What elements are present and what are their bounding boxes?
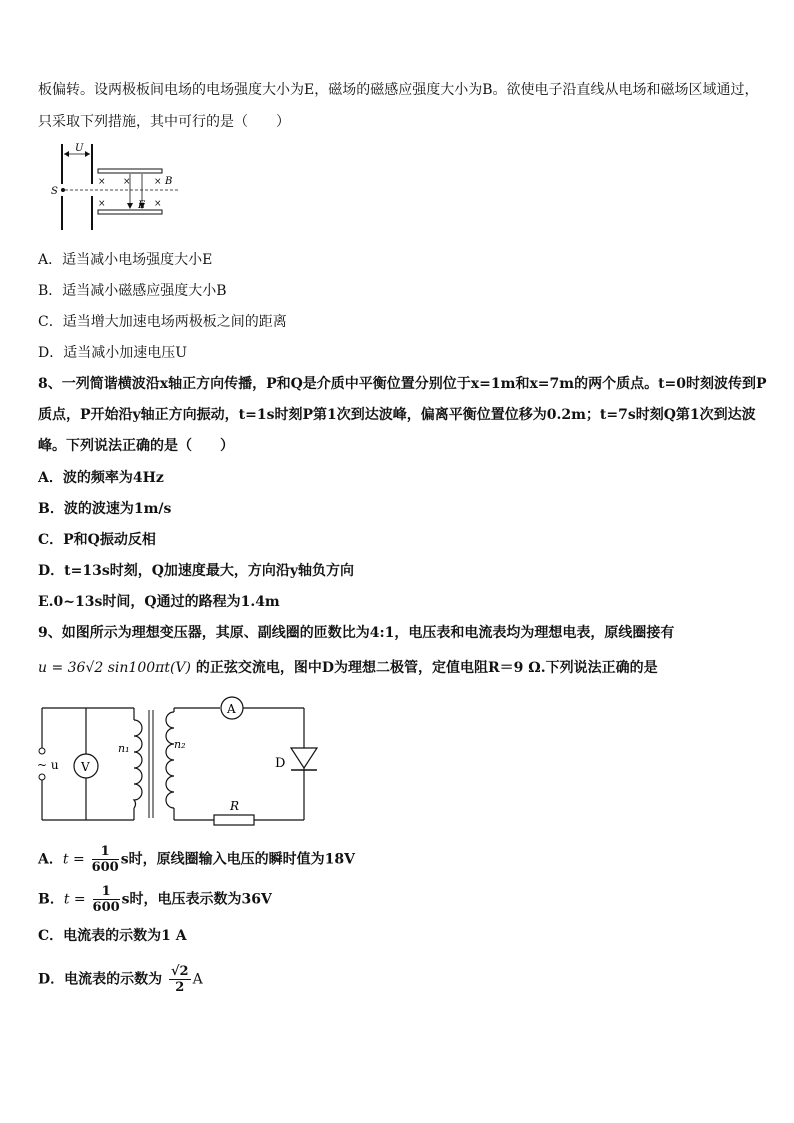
voltmeter-label: V [81,760,90,774]
q9-option-d: D．电流表的示数为 $\frac{√2}{2}$ A [38,964,203,995]
label-U: U [75,143,84,154]
q8-option-e: E.0~13s时间，Q通过的路程为1.4m [38,594,280,610]
q9-stem-rest: 的正弦交流电，图中D为理想二极管，定值电阻R＝9 Ω.下列说法正确的是 [195,660,658,676]
q9-figure-transformer-circuit [34,696,324,832]
svg-text:×: × [123,177,131,187]
label-R: R [230,799,240,813]
q9-stem-line2 [38,658,658,678]
q8-stem-line3: 峰。下列说法正确的是（ ） [38,438,234,454]
q8-option-a: A．波的频率为4Hz [38,470,164,486]
q8-option-b: B．波的波速为1m/s [38,501,172,517]
q8-stem-line1: 8、一列简谐横波沿x轴正方向传播，P和Q是介质中平衡位置分别位于x=1m和x=7m的两个质点。t=0时刻波传到P [38,376,767,392]
q9-option-c: C．电流表的示数为1 A [38,928,187,944]
label-S: S [51,186,58,197]
label-D: D [275,756,286,771]
svg-text:×: × [154,199,162,209]
label-n1: n₁ [118,742,130,755]
q7-stem-line1: 板偏转。设两极板间电场的电场强度大小为E，磁场的磁感应强度大小为B。欲使电子沿直线从电场和磁场区域通过， [38,82,759,98]
svg-text:×: × [98,177,106,187]
q7-option-c: C．适当增大加速电场两极板之间的距离 [38,314,287,330]
svg-text:×: × [154,177,162,187]
q8-stem-line2: 质点，P开始沿y轴正方向振动，t=1s时刻P第1次到达波峰，偏离平衡位置位移为0.2m；t=7s时刻Q第1次到达波 [38,407,756,423]
q7-option-d: D．适当减小加速电压U [38,345,188,361]
label-n2: n₂ [174,738,186,751]
svg-text:×: × [98,199,106,209]
label-u: ~ u [37,758,59,772]
q9-stem-line1: 9、如图所示为理想变压器，其原、副线圈的匝数比为4:1，电压表和电流表均为理想电表，原线圈接有 [38,625,675,641]
q7-option-b: B．适当减小磁感应强度大小B [38,283,227,299]
q7-stem-line2: 只采取下列措施，其中可行的是（ ） [38,114,290,130]
q7-figure-crossed-fields [48,140,188,232]
ammeter-label: A [227,702,236,716]
q9-formula: u = 36√2 sin100πt(V) [38,660,192,676]
q9-option-b: B．t = $\frac{1}{600}$ s时，电压表示数为36V [38,884,272,915]
q7-option-a: A．适当减小电场强度大小E [38,252,213,268]
label-E: E [138,200,146,211]
q9-option-a: A．t = $\frac{1}{600}$ s时，原线圈输入电压的瞬时值为18V [38,844,355,875]
q8-option-c: C．P和Q振动反相 [38,532,156,548]
label-B: B [165,176,173,187]
q8-option-d: D．t=13s时刻，Q加速度最大，方向沿y轴负方向 [38,563,355,579]
